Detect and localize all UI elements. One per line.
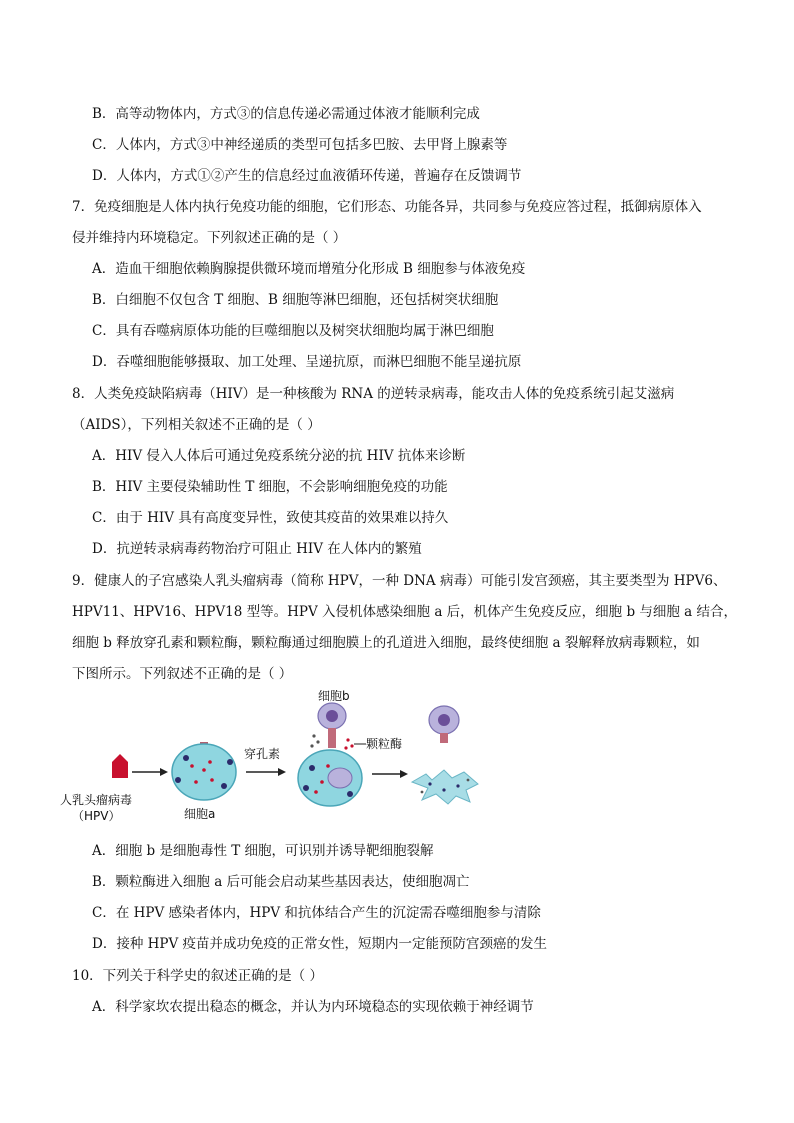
question-line: 细胞 b 释放穿孔素和颗粒酶，颗粒酶通过细胞膜上的孔道进入细胞，最终使细胞 a 裂解释放病毒颗粒，如 (72, 635, 700, 651)
option-line: C．人体内，方式③中神经递质的类型可包括多巴胺、去甲肾上腺素等 (92, 137, 508, 153)
option-line: A．造血干细胞依赖胸腺提供微环境而增殖分化形成 B 细胞参与体液免疫 (92, 261, 526, 277)
arrow-2 (246, 768, 286, 776)
hpv-virus-icon (112, 754, 128, 778)
perforin-label: 穿孔素 (244, 747, 281, 761)
option-line: A．细胞 b 是细胞毒性 T 细胞，可识别并诱导靶细胞裂解 (92, 843, 434, 859)
option-line: C．由于 HIV 具有高度变异性，致使其疫苗的效果难以持久 (92, 510, 449, 526)
question-line: 下图所示。下列叙述不正确的是（ ） (72, 666, 293, 682)
target-cell-icon (298, 750, 362, 806)
question-line: 7．免疫细胞是人体内执行免疫功能的细胞，它们形态、功能各异，共同参与免疫应答过程，抵御病原体入 (72, 199, 702, 215)
question-line: 10．下列关于科学史的叙述正确的是（ ） (72, 968, 323, 984)
option-line: C．具有吞噬病原体功能的巨噬细胞以及树突状细胞均属于淋巴细胞 (92, 323, 494, 339)
question-line: 9．健康人的子宫感染人乳头瘤病毒（简称 HPV，一种 DNA 病毒）可能引发宫颈癌，其主要类型为 HPV6、 (72, 573, 727, 589)
question-line: （AIDS），下列相关叙述不正确的是（ ） (72, 417, 321, 433)
option-line: D．吞噬细胞能够摄取、加工处理、呈递抗原，而淋巴细胞不能呈递抗原 (92, 354, 522, 370)
cell-b-icon (310, 703, 353, 750)
cell-a-icon (172, 742, 236, 800)
lysed-cell-icon (412, 706, 478, 804)
question-line: HPV11、HPV16、HPV18 型等。HPV 入侵机体感染细胞 a 后，机体产生免疫反应，细胞 b 与细胞 a 结合， (72, 604, 738, 620)
option-line: B．白细胞不仅包含 T 细胞、B 细胞等淋巴细胞，还包括树突状细胞 (92, 292, 499, 308)
option-line: D．接种 HPV 疫苗并成功免疫的正常女性，短期内一定能预防宫颈癌的发生 (92, 936, 548, 952)
option-line: C．在 HPV 感染者体内，HPV 和抗体结合产生的沉淀需吞噬细胞参与清除 (92, 905, 541, 921)
option-line: A．科学家坎农提出稳态的概念，并认为内环境稳态的实现依赖于神经调节 (92, 999, 534, 1015)
question-line: 侵并维持内环境稳定。下列叙述正确的是（ ） (72, 230, 347, 246)
option-line: D．人体内，方式①②产生的信息经过血液循环传递，普遍存在反馈调节 (92, 168, 522, 184)
arrow-3 (372, 770, 408, 778)
option-line: A．HIV 侵入人体后可通过免疫系统分泌的抗 HIV 抗体来诊断 (92, 448, 466, 464)
cell-b-label: 细胞b (318, 690, 350, 703)
virus-label: 人乳头瘤病毒 (60, 793, 133, 807)
arrow-1 (132, 768, 168, 776)
option-line: B．颗粒酶进入细胞 a 后可能会启动某些基因表达，使细胞凋亡 (92, 874, 470, 890)
question-line: 8．人类免疫缺陷病毒（HIV）是一种核酸为 RNA 的逆转录病毒，能攻击人体的免疫系统引起艾滋病 (72, 386, 675, 402)
virus-label-hpv: （HPV） (72, 809, 121, 823)
hpv-immune-diagram (60, 690, 580, 825)
granzyme-label: 颗粒酶 (366, 737, 403, 751)
option-line: B．HIV 主要侵染辅助性 T 细胞，不会影响细胞免疫的功能 (92, 479, 448, 495)
cell-a-label: 细胞a (184, 807, 216, 821)
option-line: D．抗逆转录病毒药物治疗可阻止 HIV 在人体内的繁殖 (92, 541, 422, 557)
option-line: B．高等动物体内，方式③的信息传递必需通过体液才能顺利完成 (92, 106, 480, 122)
